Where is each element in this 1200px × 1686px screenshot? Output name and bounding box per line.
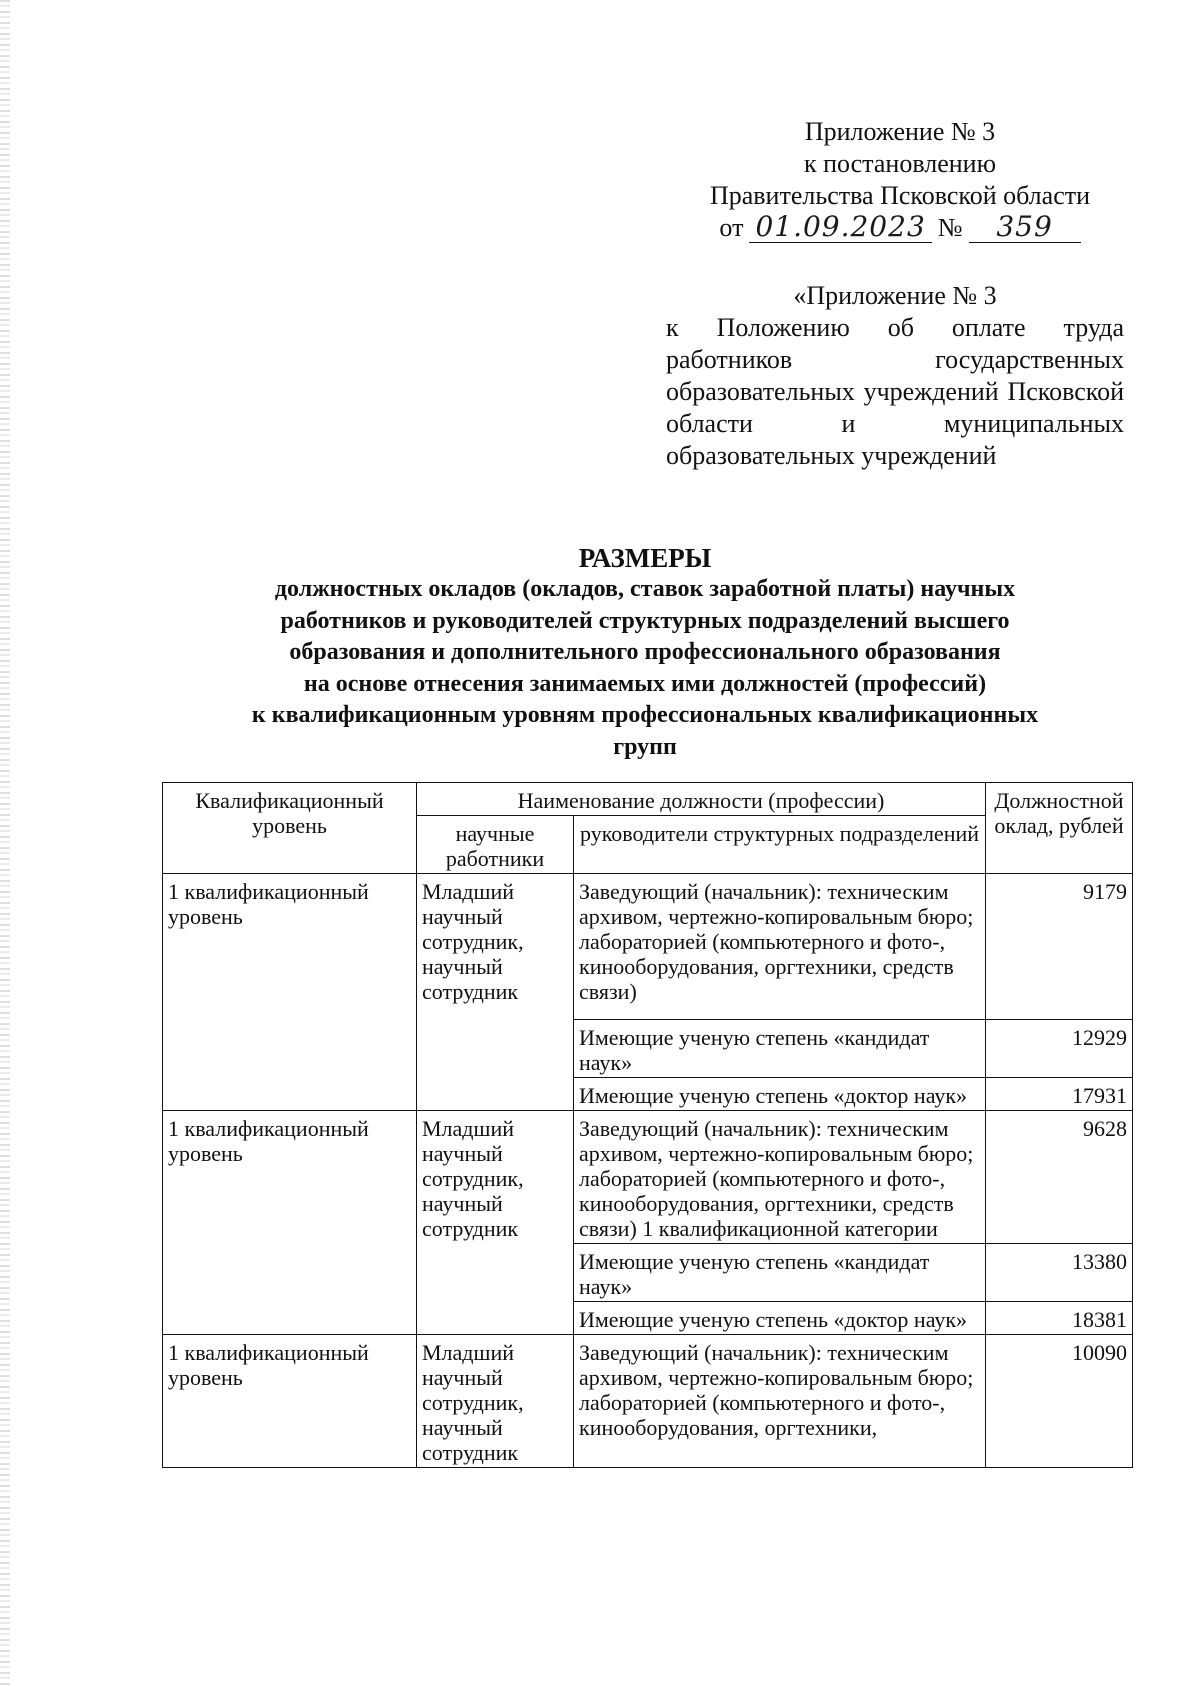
- header-level: Квалификационный уровень: [163, 783, 417, 874]
- head-cell: Имеющие ученую степень «кандидат наук»: [574, 1244, 986, 1302]
- number-prefix: №: [937, 213, 963, 242]
- head-cell: Заведующий (начальник): техническим архивом, чертежно-копировальным бюро; лабораторией (компьютерного и фото-, кинооборудования, оргтехники, средств связи): [574, 874, 986, 1020]
- table-row: [163, 1335, 1133, 1468]
- title-line: на основе отнесения занимаемых ими должностей (профессий): [303, 670, 987, 697]
- salary-cell: 9628: [986, 1111, 1133, 1244]
- header-heads: руководители структурных подразделений: [574, 816, 986, 874]
- date-number-line: [680, 212, 1120, 244]
- document-title: [165, 542, 1125, 763]
- title-line: должностных окладов (окладов, ставок заработной платы) научных: [274, 576, 1016, 602]
- title-line: к квалификационным уровням профессиональных квалификационных: [251, 702, 1039, 728]
- header-line-annex: Приложение № 3: [804, 117, 996, 146]
- annex-reference: [666, 280, 1124, 472]
- handwritten-number: 359: [969, 212, 1081, 243]
- scientific-cell: Младший научный сотрудник, научный сотрудник: [417, 1335, 574, 1468]
- annex-text: к Положению об оплате труда работников государственных образовательных учреждений Псковской области и муниципальных образовательных учреждений: [666, 313, 1124, 470]
- scientific-cell: Младший научный сотрудник, научный сотрудник: [417, 874, 574, 1111]
- header-line-resolution: к постановлению: [803, 149, 997, 178]
- salary-cell: 18381: [986, 1302, 1133, 1335]
- title-line: работников и руководителей структурных подразделений высшего: [280, 607, 1010, 634]
- header-line-government: Правительства Псковской области: [709, 181, 1091, 210]
- salary-cell: 12929: [986, 1020, 1133, 1078]
- annex-title: «Приложение № 3: [793, 281, 997, 310]
- table-row: [163, 874, 1133, 1020]
- title-line: образования и дополнительного профессионального образования: [289, 639, 1001, 665]
- level-cell: 1 квалификационный уровень: [163, 874, 417, 1111]
- title-main: РАЗМЕРЫ: [578, 543, 712, 573]
- salary-cell: 9179: [986, 874, 1133, 1020]
- scientific-cell: Младший научный сотрудник, научный сотрудник: [417, 1111, 574, 1335]
- table-row: [163, 1111, 1133, 1244]
- salary-table: [162, 782, 1133, 1468]
- header-scientific: научные работники: [417, 816, 574, 874]
- salary-cell: 17931: [986, 1078, 1133, 1111]
- level-cell: 1 квалификационный уровень: [163, 1335, 417, 1468]
- title-line: групп: [613, 733, 677, 760]
- head-cell: Заведующий (начальник): техническим архивом, чертежно-копировальным бюро; лабораторией (компьютерного и фото-, кинооборудования, оргтехники,: [574, 1335, 986, 1468]
- level-cell: 1 квалификационный уровень: [163, 1111, 417, 1335]
- head-cell: Имеющие ученую степень «доктор наук»: [574, 1078, 986, 1111]
- header-position-name: Наименование должности (профессии): [417, 783, 986, 816]
- handwritten-date: 01.09.2023: [749, 212, 931, 243]
- table-header-row: [163, 783, 1133, 816]
- salary-cell: 10090: [986, 1335, 1133, 1468]
- header-salary: Должностной оклад, рублей: [986, 783, 1133, 874]
- date-prefix: от: [719, 213, 744, 242]
- head-cell: Имеющие ученую степень «кандидат наук»: [574, 1020, 986, 1078]
- salary-cell: 13380: [986, 1244, 1133, 1302]
- scan-edge-artifact: [0, 0, 10, 1686]
- resolution-header: [680, 116, 1120, 244]
- head-cell: Имеющие ученую степень «доктор наук»: [574, 1302, 986, 1335]
- head-cell: Заведующий (начальник): техническим архивом, чертежно-копировальным бюро; лабораторией (компьютерного и фото-, кинооборудования, оргтехники, средств связи) 1 квалификационной категории: [574, 1111, 986, 1244]
